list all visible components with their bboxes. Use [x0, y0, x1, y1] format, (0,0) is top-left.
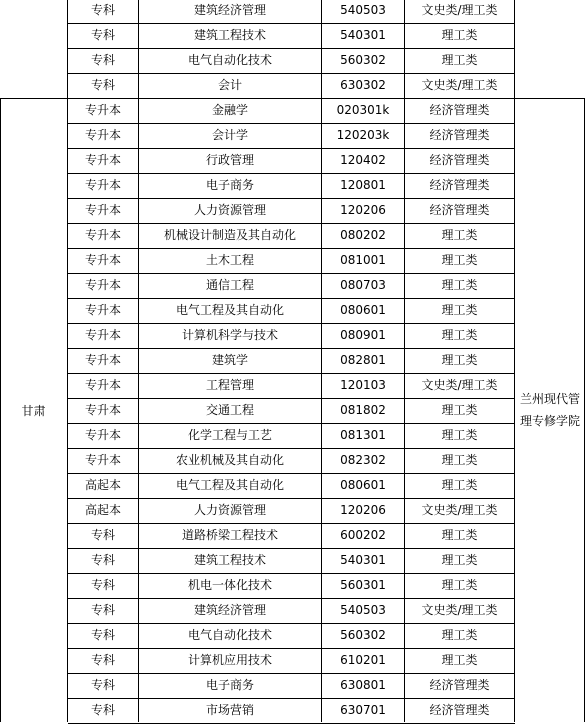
category-cell: 经济管理类 [429, 103, 490, 117]
code-cell: 120103 [340, 378, 386, 392]
code-cell: 560302 [340, 628, 386, 642]
major-cell: 建筑工程技术 [193, 28, 266, 42]
category-cell: 理工类 [441, 53, 478, 67]
code-cell: 630701 [340, 703, 386, 717]
category-cell: 理工类 [441, 253, 478, 267]
level-cell: 专升本 [84, 428, 121, 442]
level-cell: 高起本 [84, 503, 121, 517]
college-cell [515, 98, 585, 722]
level-cell: 专升本 [84, 178, 121, 192]
code-cell: 560301 [340, 578, 386, 592]
major-cell: 机械设计制造及其自动化 [163, 228, 296, 242]
level-cell: 专科 [90, 628, 115, 642]
major-cell: 人力资源管理 [193, 203, 266, 217]
category-cell: 理工类 [441, 353, 478, 367]
major-cell: 建筑学 [211, 353, 248, 367]
category-cell: 理工类 [441, 278, 478, 292]
category-cell: 经济管理类 [429, 678, 490, 692]
level-cell: 专升本 [84, 203, 121, 217]
code-cell: 630801 [340, 678, 386, 692]
level-cell: 专科 [90, 78, 115, 92]
major-cell: 土木工程 [205, 253, 254, 267]
major-cell: 通信工程 [205, 278, 254, 292]
level-cell: 专科 [90, 653, 115, 667]
column-divider [138, 0, 139, 722]
level-cell: 专升本 [84, 153, 121, 167]
major-cell: 机电一体化技术 [187, 578, 272, 592]
major-cell: 行政管理 [205, 153, 254, 167]
category-cell: 理工类 [441, 528, 478, 542]
code-cell: 540503 [340, 3, 386, 17]
category-cell: 文史类/理工类 [421, 378, 498, 392]
major-cell: 电气工程及其自动化 [175, 303, 284, 317]
level-cell: 专科 [90, 603, 115, 617]
category-cell: 理工类 [441, 228, 478, 242]
category-cell: 经济管理类 [429, 703, 490, 717]
level-cell: 专科 [90, 53, 115, 67]
code-cell: 082801 [340, 353, 386, 367]
code-cell: 120203k [336, 128, 390, 142]
level-cell: 专升本 [84, 228, 121, 242]
category-cell: 理工类 [441, 328, 478, 342]
level-cell: 专科 [90, 28, 115, 42]
major-cell: 化学工程与工艺 [187, 428, 272, 442]
category-cell: 文史类/理工类 [421, 503, 498, 517]
level-cell: 专升本 [84, 328, 121, 342]
category-cell: 经济管理类 [429, 153, 490, 167]
major-cell: 计算机应用技术 [187, 653, 272, 667]
level-cell: 专升本 [84, 253, 121, 267]
column-divider [67, 0, 68, 722]
level-cell: 专科 [90, 528, 115, 542]
major-cell: 建筑经济管理 [193, 603, 266, 617]
major-cell: 金融学 [211, 103, 248, 117]
code-cell: 080601 [340, 478, 386, 492]
major-cell: 建筑经济管理 [193, 3, 266, 17]
code-cell: 080703 [340, 278, 386, 292]
level-cell: 专升本 [84, 303, 121, 317]
major-cell: 电气自动化技术 [187, 53, 272, 67]
level-cell: 高起本 [84, 478, 121, 492]
level-cell: 专科 [90, 703, 115, 717]
level-cell: 专科 [90, 553, 115, 567]
level-cell: 专科 [90, 678, 115, 692]
category-cell: 理工类 [441, 578, 478, 592]
category-cell: 理工类 [441, 403, 478, 417]
level-cell: 专升本 [84, 378, 121, 392]
category-cell: 理工类 [441, 303, 478, 317]
major-cell: 电气工程及其自动化 [175, 478, 284, 492]
level-cell: 专升本 [84, 103, 121, 117]
category-cell: 经济管理类 [429, 178, 490, 192]
category-cell: 理工类 [441, 28, 478, 42]
major-cell: 工程管理 [205, 378, 254, 392]
column-divider [514, 0, 515, 722]
major-cell: 电子商务 [205, 178, 254, 192]
major-cell: 交通工程 [205, 403, 254, 417]
code-cell: 120206 [340, 203, 386, 217]
major-cell: 市场营销 [205, 703, 254, 717]
level-cell: 专升本 [84, 128, 121, 142]
code-cell: 630302 [340, 78, 386, 92]
major-cell: 电气自动化技术 [187, 628, 272, 642]
level-cell: 专升本 [84, 453, 121, 467]
code-cell: 540301 [340, 553, 386, 567]
code-cell: 600202 [340, 528, 386, 542]
category-cell: 经济管理类 [429, 203, 490, 217]
category-cell: 理工类 [441, 478, 478, 492]
major-cell: 人力资源管理 [193, 503, 266, 517]
category-cell: 文史类/理工类 [421, 3, 498, 17]
code-cell: 560302 [340, 53, 386, 67]
column-divider [0, 98, 1, 722]
major-cell: 会计学 [211, 128, 248, 142]
level-cell: 专升本 [84, 353, 121, 367]
category-cell: 理工类 [441, 453, 478, 467]
level-cell: 专升本 [84, 403, 121, 417]
code-cell: 081001 [340, 253, 386, 267]
category-cell: 理工类 [441, 653, 478, 667]
major-cell: 农业机械及其自动化 [175, 453, 284, 467]
level-cell: 专科 [90, 578, 115, 592]
code-cell: 540301 [340, 28, 386, 42]
category-cell: 理工类 [441, 428, 478, 442]
code-cell: 081802 [340, 403, 386, 417]
code-cell: 080601 [340, 303, 386, 317]
college-name-line-1: 兰州现代管 [519, 392, 580, 406]
level-cell: 专升本 [84, 278, 121, 292]
category-cell: 文史类/理工类 [421, 603, 498, 617]
column-divider [404, 0, 405, 722]
major-cell: 道路桥梁工程技术 [181, 528, 278, 542]
code-cell: 540503 [340, 603, 386, 617]
category-cell: 经济管理类 [429, 128, 490, 142]
category-cell: 理工类 [441, 628, 478, 642]
code-cell: 120206 [340, 503, 386, 517]
code-cell: 080901 [340, 328, 386, 342]
column-divider [321, 0, 322, 722]
major-cell: 会计 [217, 78, 242, 92]
level-cell: 专科 [90, 3, 115, 17]
category-cell: 文史类/理工类 [421, 78, 498, 92]
code-cell: 081301 [340, 428, 386, 442]
college-name-line-2: 理专修学院 [519, 414, 580, 428]
code-cell: 020301k [336, 103, 390, 117]
major-cell: 电子商务 [205, 678, 254, 692]
province-cell: 甘肃 [21, 403, 46, 418]
code-cell: 080202 [340, 228, 386, 242]
code-cell: 082302 [340, 453, 386, 467]
major-cell: 建筑工程技术 [193, 553, 266, 567]
category-cell: 理工类 [441, 553, 478, 567]
major-cell: 计算机科学与技术 [181, 328, 278, 342]
code-cell: 610201 [340, 653, 386, 667]
code-cell: 120801 [340, 178, 386, 192]
code-cell: 120402 [340, 153, 386, 167]
